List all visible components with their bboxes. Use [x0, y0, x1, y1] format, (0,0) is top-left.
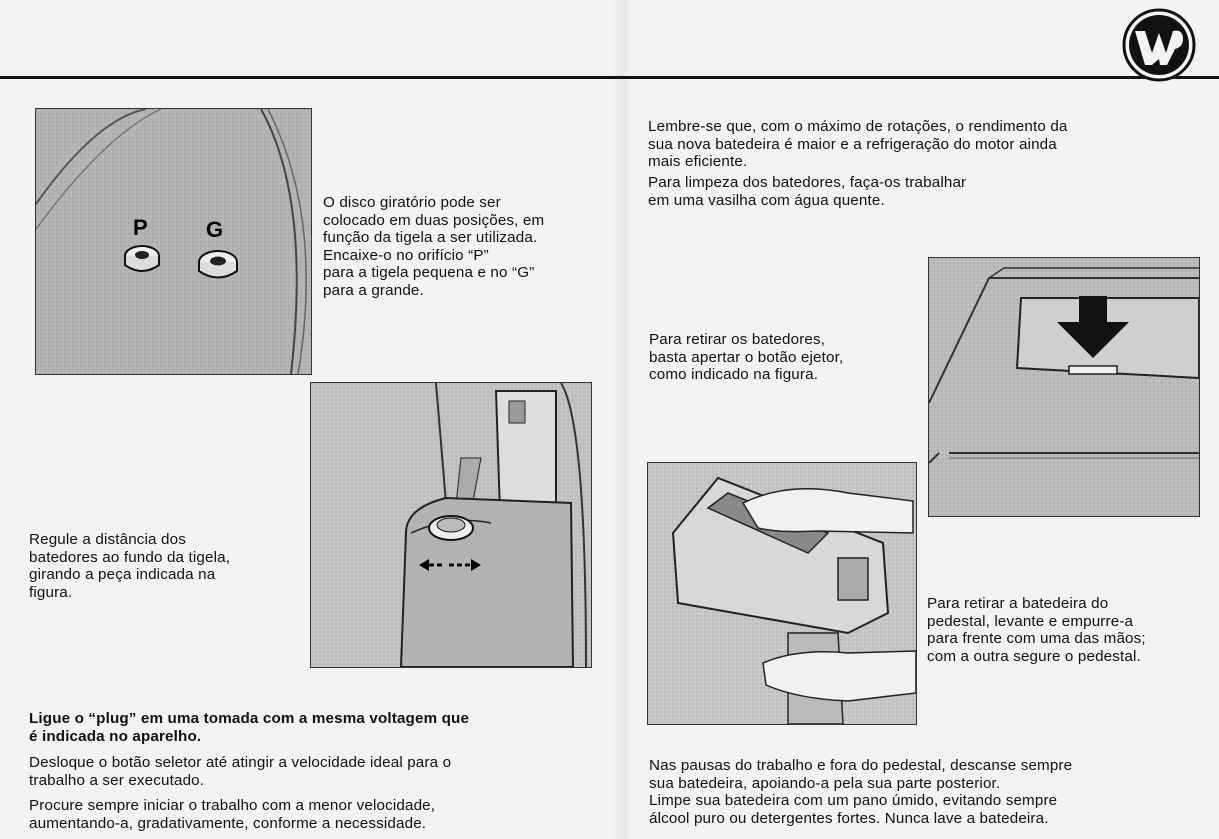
- label-p: P: [133, 215, 148, 240]
- w-brand-logo-icon: [1121, 7, 1197, 83]
- adjust-instructions: Regule a distância dos batedores ao fundo da tigela, girando a peça indicada na figura.: [29, 531, 231, 601]
- label-g: G: [206, 217, 224, 242]
- disk-instructions: O disco giratório pode ser colocado em duas posições, em função da tigela a ser utilizada. Encaixe-o no orifício “P” para a tigela pequena e no “G” para a grande.: [323, 194, 545, 299]
- plug-instructions: Ligue o “plug” em uma tomada com a mesma voltagem que é indicada no aparelho.: [29, 710, 470, 745]
- eject-button-figure: [928, 257, 1200, 517]
- brand-logo: [1121, 7, 1197, 83]
- rest-and-cleaning-note: Nas pausas do trabalho e fora do pedestal, descanse sempre sua batedeira, apoiando-a pela sua parte posterior. Limpe sua batedeira com um pano úmido, evitando sempre álcool puro ou detergentes fortes. Nunca lave a batedeira.: [649, 757, 1073, 827]
- cleaning-note: Para limpeza dos batedores, faça-os trabalhar em uma vasilha com água quente.: [648, 174, 967, 209]
- height-adjust-figure: [310, 382, 592, 668]
- page-fold: [613, 0, 631, 839]
- disk-positions-figure: [35, 108, 312, 375]
- header-rule: [0, 76, 1219, 79]
- rotation-note: Lembre-se que, com o máximo de rotações, o rendimento da sua nova batedeira é maior e a refrigeração do motor ainda mais eficiente.: [648, 118, 1068, 170]
- selector-instructions: Desloque o botão seletor até atingir a velocidade ideal para o trabalho a ser executado.: [29, 754, 452, 789]
- washer-g-icon: [199, 251, 237, 278]
- eject-instructions: Para retirar os batedores, basta apertar o botão ejetor, como indicado na figura.: [649, 331, 844, 383]
- remove-instructions: Para retirar a batedeira do pedestal, levante e empurre-a para frente com uma das mãos; com a outra segure o pedestal.: [927, 595, 1146, 665]
- remove-mixer-figure: [647, 462, 917, 725]
- washer-p-icon: [125, 246, 159, 271]
- speed-instructions: Procure sempre iniciar o trabalho com a menor velocidade, aumentando-a, gradativamente, conforme a necessidade.: [29, 797, 436, 832]
